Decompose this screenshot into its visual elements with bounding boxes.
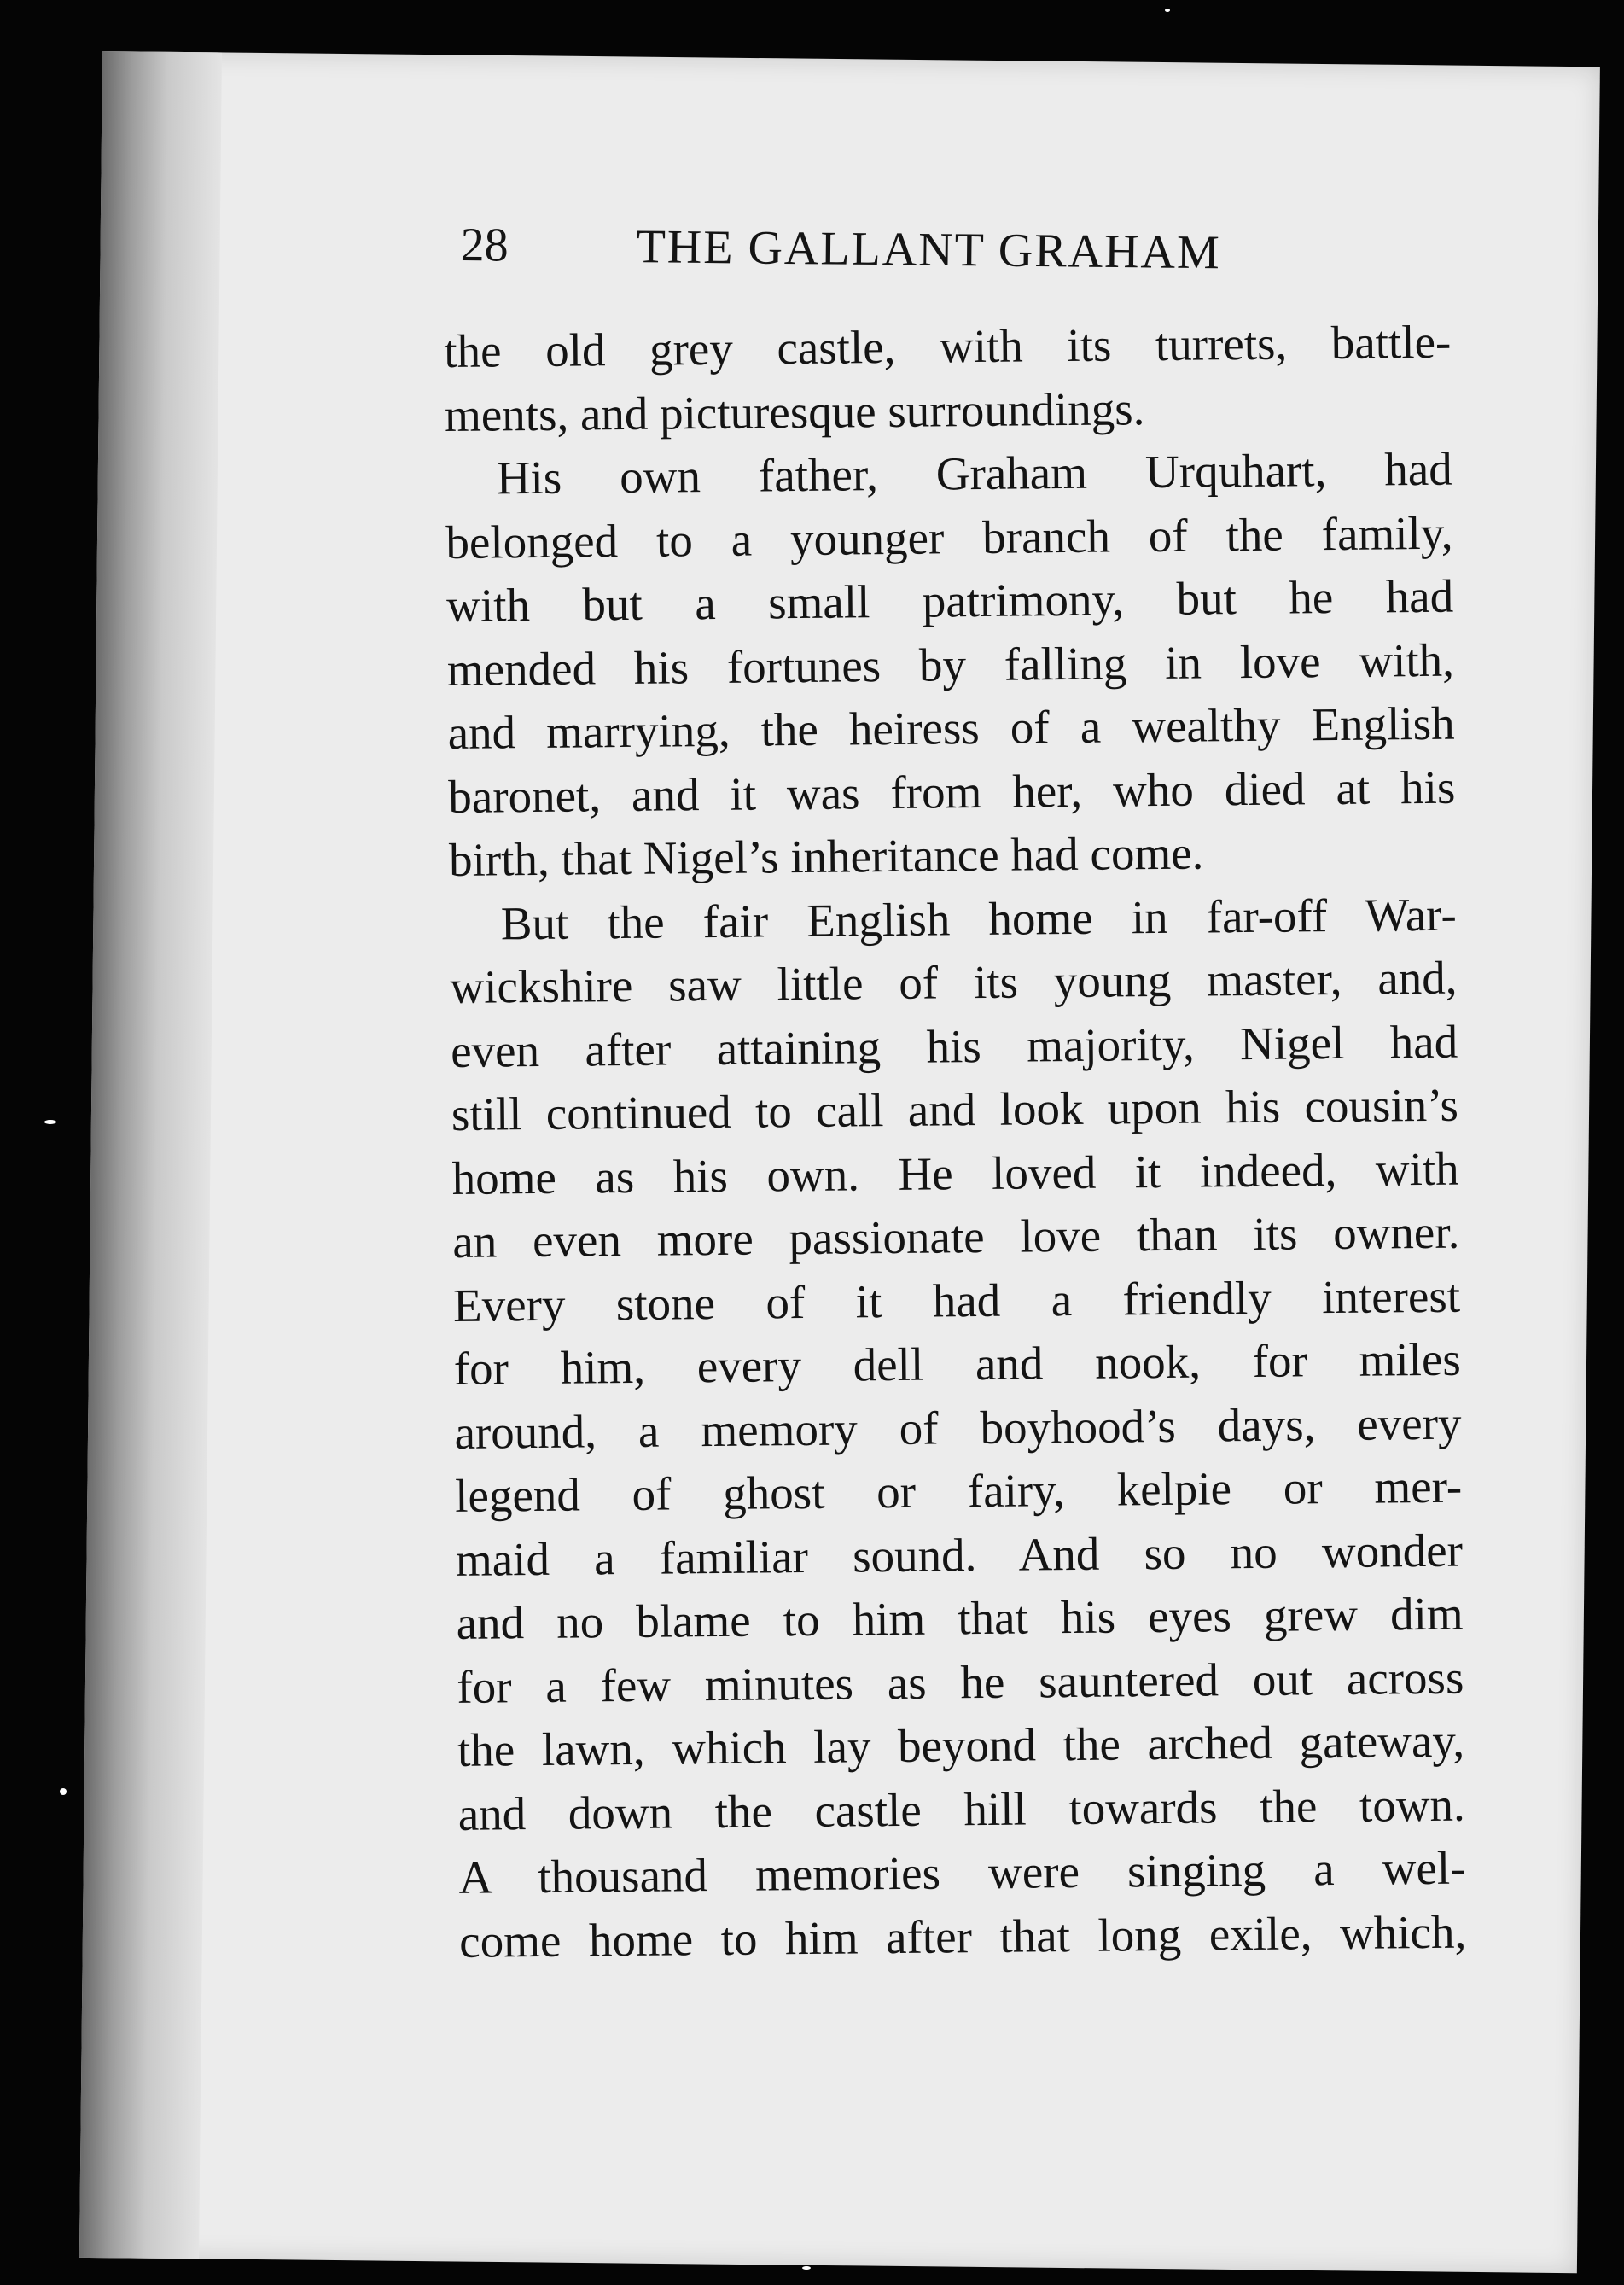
text-line: still continued to call and look upon his cousin’s <box>451 1078 1459 1140</box>
text-line: wickshire saw little of its young master, and, <box>450 951 1458 1013</box>
scan-speck <box>44 1120 56 1124</box>
text-line: home as his own. He loved it indeed, with <box>451 1142 1459 1204</box>
text-line: mended his fortunes by falling in love with, <box>446 633 1455 696</box>
text-line: the lawn, which lay beyond the arched gateway, <box>457 1714 1465 1776</box>
text-line: His own father, Graham Urquhart, had <box>496 442 1453 504</box>
body-text <box>444 311 1467 1973</box>
text-line: come home to him after that long exile, which, <box>458 1905 1467 1967</box>
text-line: legend of ghost or fairy, kelpie or mer- <box>454 1460 1463 1522</box>
running-header <box>460 218 1314 294</box>
text-line: around, a memory of boyhood’s days, every <box>454 1396 1462 1459</box>
text-line: for him, every dell and nook, for miles <box>453 1332 1462 1395</box>
text-line: Every stone of it had a friendly interest <box>452 1269 1461 1332</box>
text-line: But the fair English home in far-off War- <box>500 888 1458 949</box>
text-line: and no blame to him that his eyes grew dim <box>456 1587 1464 1649</box>
text-line: and down the castle hill towards the town. <box>457 1778 1466 1840</box>
text-line: with but a small patrimony, but he had <box>445 569 1454 632</box>
text-line: ments, and picturesque surroundings. <box>444 382 1145 441</box>
scan-speck <box>1165 9 1170 12</box>
text-line: and marrying, the heiress of a wealthy English <box>447 697 1455 759</box>
text-line: an even more passionate love than its owner. <box>452 1205 1460 1268</box>
page-gutter-edge <box>79 51 222 2259</box>
page-number: 28 <box>460 218 509 272</box>
text-line: for a few minutes as he sauntered out across <box>457 1651 1464 1713</box>
text-line: birth, that Nigel’s inheritance had come. <box>448 826 1204 886</box>
scan-speck <box>802 2266 811 2270</box>
scan-speck <box>60 1788 67 1795</box>
text-line: baronet, and it was from her, who died at his <box>448 761 1456 823</box>
text-line: belonged to a younger branch of the family, <box>445 506 1453 568</box>
text-line: maid a familiar sound. And so no wonder <box>455 1524 1464 1586</box>
text-line: even after attaining his majority, Nigel had <box>450 1015 1458 1077</box>
text-line: A thousand memories were singing a wel- <box>458 1841 1466 1903</box>
text-line: the old grey castle, with its turrets, battle- <box>444 315 1452 377</box>
running-title: THE GALLANT GRAHAM <box>636 220 1222 280</box>
